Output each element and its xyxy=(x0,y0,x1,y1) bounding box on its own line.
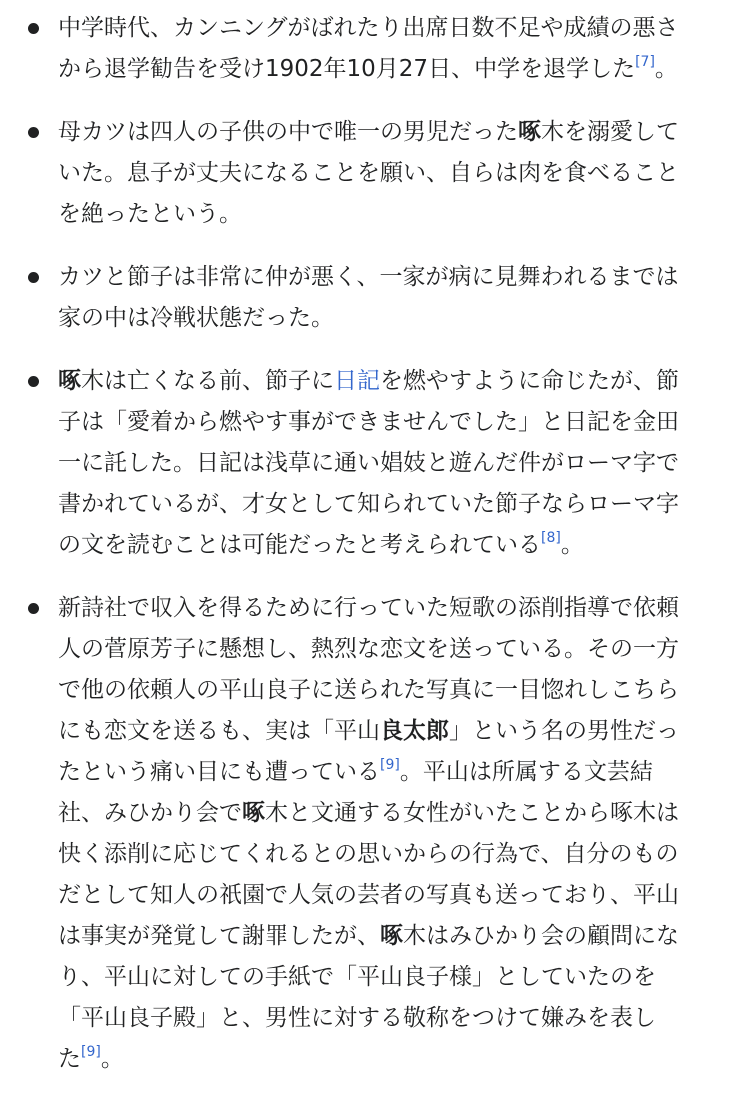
text-line: たという痛い目にも遭っている[9]。平山は所属する文芸結 xyxy=(58,757,653,785)
citation-link[interactable]: [9] xyxy=(81,1044,101,1060)
text-line: 一に託した。日記は浅草に通い娼妓と遊んだ件がローマ字で xyxy=(58,450,679,476)
text-line: た[9]。 xyxy=(58,1044,124,1072)
text-line: カツと節子は非常に仲が悪く、一家が病に見舞われるまでは xyxy=(58,264,679,290)
bullet-icon xyxy=(28,272,39,283)
text-line: 社、みひかり会で啄木と文通する女性がいたことから啄木は xyxy=(58,800,679,826)
bullet-icon xyxy=(28,23,39,34)
text-line: から退学勧告を受け1902年10月27日、中学を退学した[7]。 xyxy=(58,54,678,82)
bullet-icon xyxy=(28,127,39,138)
citation-link[interactable]: [8] xyxy=(541,530,561,546)
bullet-icon xyxy=(28,603,39,614)
text-line: 人の菅原芳子に懸想し、熱烈な恋文を送っている。その一方 xyxy=(58,636,679,662)
text-line: り、平山に対しての手紙で「平山良子様」としていたのを xyxy=(58,964,656,990)
text-line: 母カツは四人の子供の中で唯一の男児だった啄木を溺愛して xyxy=(58,119,679,145)
text-line: を絶ったという。 xyxy=(58,201,242,227)
citation-link[interactable]: [7] xyxy=(635,54,655,70)
bullet-icon xyxy=(28,376,39,387)
text-line: で他の依頼人の平山良子に送られた写真に一目惚れしこちら xyxy=(58,677,679,703)
text-line: 新詩社で収入を得るために行っていた短歌の添削指導で依頼 xyxy=(58,595,679,621)
text-line: 中学時代、カンニングがばれたり出席日数不足や成績の悪さ xyxy=(58,15,679,41)
text-line: 「平山良子殿」と、男性に対する敬称をつけて嫌みを表し xyxy=(58,1005,656,1031)
text-line: の文を読むことは可能だったと考えられている[8]。 xyxy=(58,530,584,558)
text-line: 快く添削に応じてくれるとの思いからの行為で、自分のもの xyxy=(58,841,679,867)
diary-link[interactable]: 日記 xyxy=(334,368,380,394)
text-line: にも恋文を送るも、実は「平山良太郎」という名の男性だっ xyxy=(58,718,679,744)
citation-link[interactable]: [9] xyxy=(380,757,400,773)
text-line: 書かれているが、才女として知られていた節子ならローマ字 xyxy=(58,491,679,517)
text-line: 家の中は冷戦状態だった。 xyxy=(58,305,334,331)
text-line: は事実が発覚して謝罪したが、啄木はみひかり会の顧問にな xyxy=(58,923,679,949)
text-line: 啄木は亡くなる前、節子に日記を燃やすように命じたが、節 xyxy=(58,368,679,394)
text-line: いた。息子が丈夫になることを願い、自らは肉を食べること xyxy=(58,160,679,186)
text-line: だとして知人の祇園で人気の芸者の写真も送っており、平山 xyxy=(58,882,679,908)
text-line: 子は「愛着から燃やす事ができませんでした」と日記を金田 xyxy=(58,409,679,435)
